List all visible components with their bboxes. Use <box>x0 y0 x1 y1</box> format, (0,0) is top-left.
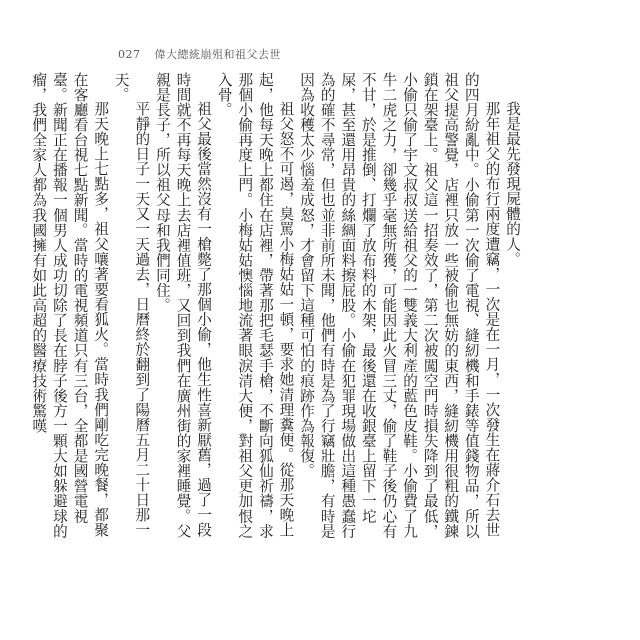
running-header <box>118 46 281 62</box>
page-number: 027 <box>118 48 141 61</box>
paragraph: 那天晚上七點多，祖父嚷著要看狐火。當時我們剛吃完晚餐，都聚在客廳看台視七點新聞。當時的電視頻道只有三台，全都是國營電視臺。新聞正在播報一個男人成功切除了長在脖子後方一顆大如躲避球的瘤，我們全家人都為我國擁有如此高超的醫療技術驚嘆 <box>30 72 110 539</box>
paragraph: 祖父怒不可遏，臭罵小梅姑姑一頓，要求她清理糞便。從那天晚上起，他每天晚上都住在店裡，帶著那把毛瑟手槍，不斷向狐仙祈禱，求那個小偷再度上門。小梅姑姑懊惱地流著眼淚清大便，對祖父更加恨之入骨。 <box>215 72 295 539</box>
paragraph: 平靜的日子一天又一天過去，日曆終於翻到了陽曆五月二十日那一天。 <box>112 72 151 538</box>
paragraph: 我是最先發現屍體的人。 <box>504 101 521 267</box>
paragraph: 那年祖父的布行兩度遭竊，一次是在一月，一次發生在蔣介石去世的四月紛亂中。小偷第一次偷了電視、縫紉機和手錶等值錢物品，所以祖父提高警覺，店裡只放一些被偷也無妨的東西，縫紉機用很粗的鐵鍊鎖在架臺上。祖父這一招奏效了，第二次被闖空門時損失降到了最低，小偷只偷了宇文叔叔送給祖父的一雙義大利產的藍色皮鞋。小偷費了九牛二虎之力，卻幾乎毫無所獲，可能因此火冒三丈，偷了鞋子後仍心有不甘，於是推倒、打爛了放布料的木架，最後還在收銀臺上留下一坨屎，甚至還用昂貴的絲綢面料擦屁股。小偷在犯罪現場做出這種愚蠢行為的確不尋常，但也並非前所未聞，他們有時是為了行竊壯膽，有時是因為收穫太少惱羞成怒，才會留下這種可怕的痕跡作為報復。 <box>298 72 501 539</box>
chapter-title: 偉大總統崩殂和祖父去世 <box>154 48 281 61</box>
paragraph: 祖父最後當然沒有一槍斃了那個小偷，他生性喜新厭舊，過了一段時間就不再每天晚上去店裡值班，又回到我們在廣州街的家裡睡覺。父親是長子，所以祖父母和我們同住。 <box>153 72 213 539</box>
vertical-body-text <box>28 72 522 552</box>
